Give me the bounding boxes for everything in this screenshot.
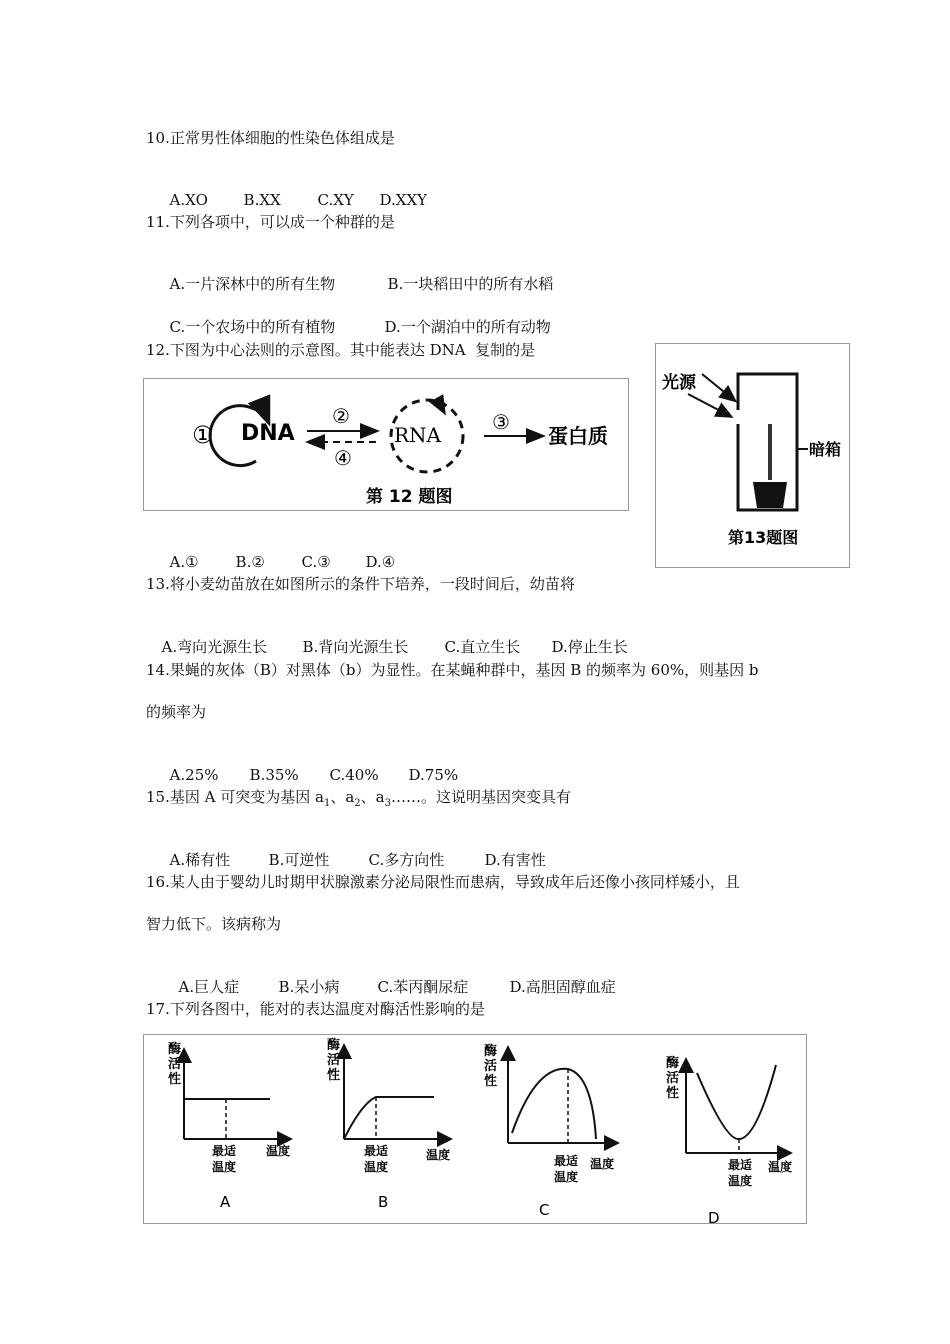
- svg-text:活: 活: [484, 1059, 498, 1074]
- q10-option-b[interactable]: B.XX: [243, 191, 281, 209]
- svg-text:性: 性: [327, 1068, 341, 1083]
- graph-b-letter: B: [378, 1193, 389, 1211]
- graph-a-opt-2: 温度: [212, 1160, 237, 1174]
- q14-option-a[interactable]: A.25%: [169, 766, 219, 784]
- flower-pot: [753, 482, 787, 508]
- svg-text:酶: 酶: [484, 1044, 498, 1059]
- graph-a-ylabel-2: 活: [168, 1057, 182, 1072]
- q12-label-rna: RNA: [394, 423, 442, 447]
- q10-option-c[interactable]: C.XY: [317, 191, 354, 209]
- q12-option-d[interactable]: D.④: [365, 553, 396, 571]
- q17-stem: 17.下列各图中，能对的表达温度对酶活性影响的是: [146, 1000, 485, 1018]
- q13-stem: 13.将小麦幼苗放在如图所示的条件下培养，一段时间后，幼苗将: [146, 575, 575, 593]
- svg-text:最适: 最适: [554, 1154, 579, 1168]
- q12-label-4: ④: [334, 446, 352, 470]
- svg-text:温度: 温度: [364, 1160, 389, 1174]
- graph-b-xlabel: 温度: [426, 1148, 451, 1162]
- q13-option-a[interactable]: A.弯向光源生长: [161, 638, 268, 656]
- q13-light-label: 光源: [662, 373, 696, 393]
- q15-option-d[interactable]: D.有害性: [484, 851, 546, 869]
- q12-label-1: ①: [192, 421, 214, 449]
- enzyme-activity-graphs: [144, 1035, 806, 1223]
- q14-stem-line2: 的频率为: [146, 703, 207, 721]
- svg-text:活: 活: [666, 1071, 680, 1086]
- q13-option-b[interactable]: B.背向光源生长: [302, 638, 409, 656]
- phototropism-diagram: [656, 344, 849, 567]
- svg-text:性: 性: [484, 1074, 498, 1089]
- q11-option-c[interactable]: C.一个农场中的所有植物: [169, 318, 336, 336]
- svg-text:最适: 最适: [364, 1144, 389, 1158]
- light-ray-1: [702, 374, 734, 400]
- graph-d-letter: D: [708, 1209, 720, 1223]
- light-ray-2: [688, 394, 730, 416]
- q13-option-c[interactable]: C.直立生长: [444, 638, 521, 656]
- q15-option-b[interactable]: B.可逆性: [268, 851, 330, 869]
- q16-stem-line1: 16.某人由于婴幼儿时期甲状腺激素分泌局限性而患病，导致成年后还像小孩同样矮小，且: [146, 873, 740, 891]
- q15-option-a[interactable]: A.稀有性: [169, 851, 231, 869]
- q13-caption: 第13题图: [728, 528, 799, 547]
- graph-c-letter: C: [539, 1201, 550, 1219]
- svg-text:温度: 温度: [554, 1170, 579, 1184]
- q15-stem: 15.基因 A 可突变为基因 $a_1$、$a_2$、$a_3\dots\dots$。这说明基因突变具有: [146, 788, 571, 809]
- q13-figure: [655, 343, 850, 568]
- graph-d-xlabel: 温度: [768, 1160, 793, 1174]
- q15-options: [160, 830, 546, 870]
- q16-option-c[interactable]: C.苯丙酮尿症: [377, 978, 469, 996]
- svg-text:性: 性: [666, 1086, 680, 1101]
- q12-label-2: ②: [332, 404, 350, 428]
- q12-stem: 12.下图为中心法则的示意图。其中能表达 DNA 复制的是: [146, 341, 536, 359]
- q12-label-3: ③: [492, 410, 510, 434]
- q14-option-d[interactable]: D.75%: [408, 766, 459, 784]
- graph-b[interactable]: [326, 1037, 450, 1211]
- q12-label-dna: DNA: [241, 421, 295, 446]
- graph-a[interactable]: [167, 1041, 290, 1211]
- central-dogma-diagram: [144, 379, 628, 510]
- q13-option-d[interactable]: D.停止生长: [551, 638, 628, 656]
- q11-option-b[interactable]: B.一块稻田中的所有水稻: [387, 275, 554, 293]
- graph-c[interactable]: [483, 1043, 616, 1219]
- graph-d-curve: [697, 1065, 776, 1139]
- graph-b-curve: [344, 1097, 434, 1139]
- q14-option-c[interactable]: C.40%: [329, 766, 379, 784]
- graph-a-xlabel: 温度: [266, 1144, 291, 1158]
- q12-figure: [143, 378, 629, 511]
- graph-c-xlabel: 温度: [590, 1157, 615, 1171]
- svg-text:酶: 酶: [327, 1038, 341, 1053]
- svg-text:温度: 温度: [728, 1174, 753, 1188]
- q14-options: [160, 745, 458, 785]
- seedling: [768, 424, 772, 480]
- q12-label-protein: 蛋白质: [548, 424, 608, 448]
- q15-option-c[interactable]: C.多方向性: [368, 851, 445, 869]
- q16-stem-line2: 智力低下。该病称为: [146, 915, 282, 933]
- q11-options-row1: [160, 254, 553, 294]
- q13-options: [152, 617, 628, 657]
- q11-option-d[interactable]: D.一个湖泊中的所有动物: [384, 318, 551, 336]
- q13-box-label: 暗箱: [809, 440, 842, 459]
- graph-d[interactable]: [665, 1055, 792, 1223]
- q10-option-d[interactable]: D.XXY: [379, 191, 428, 209]
- q16-option-a[interactable]: A.巨人症: [178, 978, 240, 996]
- q11-option-a[interactable]: A.一片深林中的所有生物: [169, 275, 336, 293]
- q11-stem: 11.下列各项中，可以成一个种群的是: [146, 213, 395, 231]
- q16-option-b[interactable]: B.呆小病: [278, 978, 340, 996]
- svg-text:活: 活: [327, 1053, 341, 1068]
- q16-option-d[interactable]: D.高胆固醇血症: [509, 978, 616, 996]
- q10-options: [160, 170, 427, 210]
- svg-text:酶: 酶: [666, 1056, 680, 1071]
- q12-option-a[interactable]: A.①: [169, 553, 199, 571]
- q12-option-b[interactable]: B.②: [235, 553, 265, 571]
- q10-stem: 10.正常男性体细胞的性染色体组成是: [146, 129, 395, 147]
- q12-options: [160, 532, 395, 572]
- graph-a-opt-1: 最适: [212, 1144, 237, 1158]
- q14-stem-line1: 14.果蝇的灰体（B）对黑体（b）为显性。在某蝇种群中，基因 B 的频率为 60%，则基因 b: [146, 661, 759, 679]
- graph-c-curve: [512, 1069, 596, 1139]
- q14-option-b[interactable]: B.35%: [249, 766, 299, 784]
- graph-a-ylabel-1: 酶: [168, 1042, 182, 1057]
- q12-option-c[interactable]: C.③: [301, 553, 331, 571]
- graph-a-letter: A: [220, 1193, 231, 1211]
- q16-options: [169, 957, 616, 997]
- q17-figure: [143, 1034, 807, 1224]
- q11-options-row2: [160, 297, 551, 337]
- graph-a-ylabel-3: 性: [168, 1072, 182, 1087]
- svg-text:最适: 最适: [728, 1158, 753, 1172]
- q10-option-a[interactable]: A.XO: [169, 191, 208, 209]
- q12-caption: 第 12 题图: [366, 487, 453, 507]
